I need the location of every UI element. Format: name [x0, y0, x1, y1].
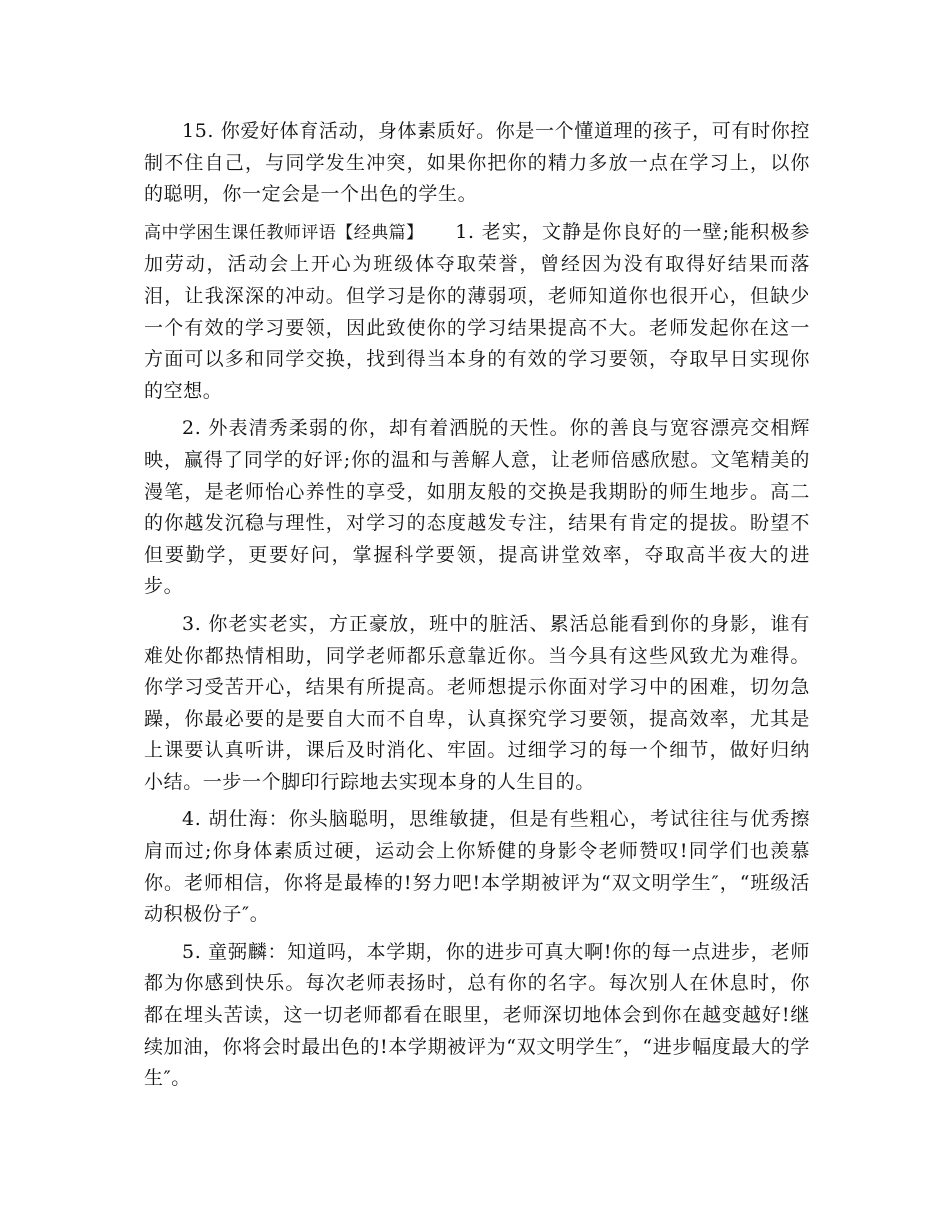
- paragraph-2: [144, 413, 810, 603]
- section-heading: 高中学困生课任教师评语【经典篇】: [144, 222, 416, 243]
- paragraph-section-1: [144, 217, 810, 408]
- paragraph-text: 5. 童弼麟：知道吗，本学期，你的进步可真大啊!你的每一点进步，老师都为你感到快乐。每次老师表扬时，总有你的名字。每次别人在休息时，你都在埋头苦读，这一切老师都看在眼里，老师深切地体会到你在越变越好!继续加油，你将会时最出色的!本学期被评为“双文明学生″，“进步幅度最大的学生″。: [144, 940, 810, 1090]
- paragraph-5: [144, 937, 810, 1095]
- paragraph-15: [144, 116, 810, 211]
- paragraph-text: 1. 老实，文静是你良好的一壁;能积极参加劳动，活动会上开心为班级体夺取荣誉，曾经因为没有取得好结果而落泪，让我深深的冲动。但学习是你的薄弱项，老师知道你也很开心，但缺少一个有效的学习要领，因此致使你的学习结果提高不大。老师发起你在这一方面可以多和同学交换，找到得当本身的有效的学习要领，夺取早日实现你的空想。: [144, 220, 811, 402]
- paragraph-text: 3. 你老实老实，方正豪放，班中的脏活、累活总能看到你的身影，谁有难处你都热情相助，同学老师都乐意靠近你。当今具有这些风致尤为难得。你学习受苦开心，结果有所提高。老师想提示你面对学习中的困难，切勿急躁，你最必要的是要自大而不自卑，认真探究学习要领，提高效率，尤其是上课要认真听讲，课后及时消化、牢固。过细学习的每一个细节，做好归纳小结。一步一个脚印行踪地去实现本身的人生目的。: [144, 612, 810, 793]
- paragraph-4: [144, 804, 810, 930]
- paragraph-text: 2. 外表清秀柔弱的你，却有着洒脱的天性。你的善良与宽容漂亮交相辉映，赢得了同学的好评;你的温和与善解人意，让老师倍感欣慰。文笔精美的漫笔，是老师怡心养性的享受，如朋友般的交换是我期盼的师生地步。高二的你越发沉稳与理性，对学习的态度越发专注，结果有肯定的提拔。盼望不但要勤学，更要好问，掌握科学要领，提高讲堂效率，夺取高半夜大的进步。: [144, 417, 810, 598]
- paragraph-text: 15. 你爱好体育活动，身体素质好。你是一个懂道理的孩子，可有时你控制不住自己，与同学发生冲突，如果你把你的精力多放一点在学习上，以你的聪明，你一定会是一个出色的学生。: [144, 120, 810, 206]
- document-page: [144, 116, 810, 1101]
- paragraph-text: 4. 胡仕海：你头脑聪明，思维敏捷，但是有些粗心，考试往往与优秀擦肩而过;你身体素质过硬，运动会上你矫健的身影令老师赞叹!同学们也羡慕你。老师相信，你将是最棒的!努力吧!本学期被评为“双文明学生″，“班级活动积极份子″。: [144, 808, 810, 926]
- paragraph-3: [144, 609, 810, 799]
